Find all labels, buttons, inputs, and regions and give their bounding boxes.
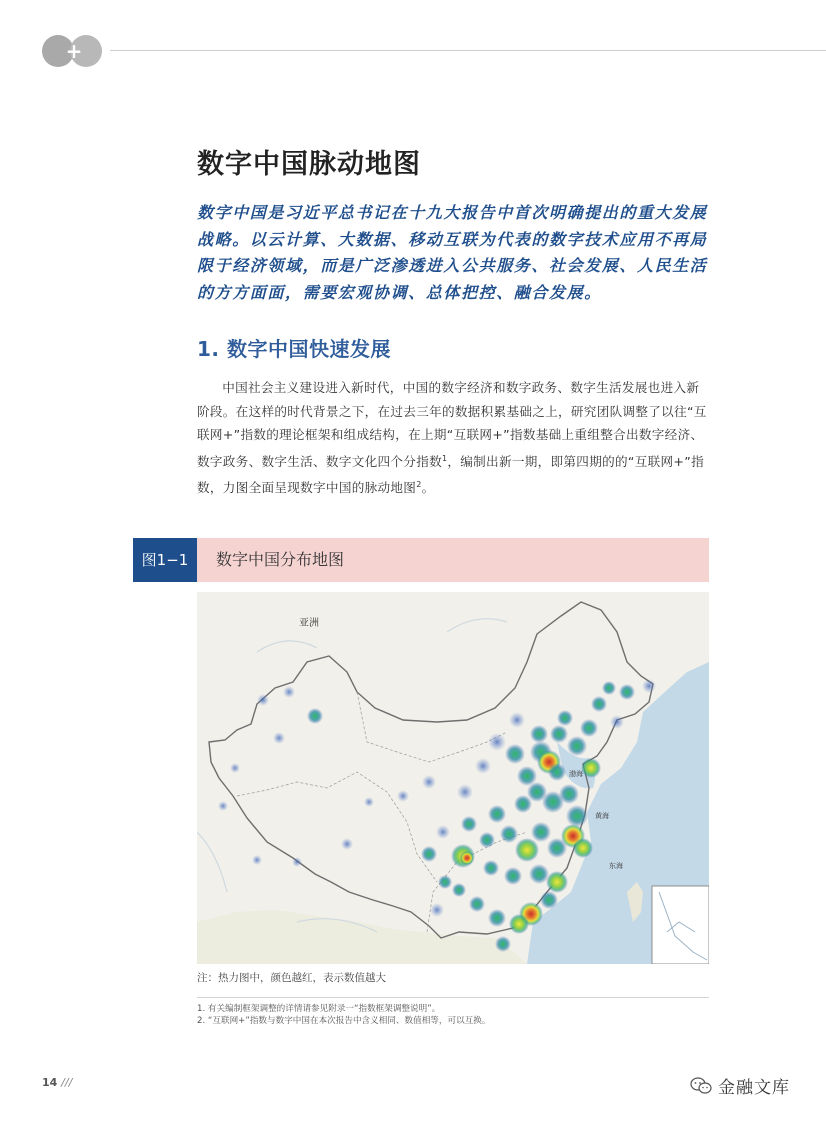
label-yellow-sea: 黄海 <box>595 812 609 820</box>
footnote-ref-2: 2 <box>416 480 422 490</box>
page-number-value: 14 <box>42 1076 58 1089</box>
body-part-1: 中国社会主义建设进入新时代，中国的数字经济和数字政务、数字生活发展也进入新阶段。在这样的时代背景之下，在过去三年的数据积累基础之上，研究团队调整了以往“互联网+”指数的理论框架和组成结构，在上期“互联网+”指数基础上重组整合出数字经济、数字政务、数字生活、数字文化四个分指数 <box>197 380 707 469</box>
heatmap-china <box>197 592 709 964</box>
footnote-2: 2. “互联网+”指数与数字中国在本次报告中含义相同、数值相等，可以互换。 <box>197 1016 491 1026</box>
label-east-sea: 东海 <box>609 862 623 870</box>
header-rule <box>110 50 826 51</box>
figure-note: 注：热力图中，颜色越红，表示数值越大 <box>197 972 386 984</box>
label-asia: 亚洲 <box>299 618 319 629</box>
section-body <box>197 376 711 500</box>
watermark <box>690 1073 790 1098</box>
label-bohai: 渤海 <box>569 770 583 778</box>
page-number <box>42 1076 72 1089</box>
plus-circles-icon: + <box>42 35 106 67</box>
page-title: 数字中国脉动地图 <box>197 149 421 180</box>
body-part-3: 。 <box>421 480 435 496</box>
intro-paragraph: 数字中国是习近平总书记在十九大报告中首次明确提出的重大发展战略。以云计算、大数据、移动互联为代表的数字技术应用不再局限于经济领域，而是广泛渗透进入公共服务、社会发展、人民生活的方方面面，需要宏观协调、总体把控、融合发展。 <box>197 203 708 302</box>
footnote-ref-1: 1 <box>441 453 448 463</box>
figure-title: 数字中国分布地图 <box>216 550 345 569</box>
page-slashes: /// <box>61 1076 73 1089</box>
body-part-2: ，编制出新一期，即第四期的的“互联网+”指数，力图全面呈现数字中国的脉动地图 <box>197 453 704 496</box>
figure-number: 图1−1 <box>133 538 197 582</box>
footnote-rule <box>197 997 709 998</box>
footnotes <box>197 1003 490 1027</box>
section-title: 1. 数字中国快速发展 <box>197 337 391 361</box>
watermark-text: 金融文库 <box>718 1078 790 1098</box>
footnote-1: 1. 有关编制框架调整的详情请参见附录一“指数框架调整说明”。 <box>197 1004 441 1014</box>
wechat-icon <box>690 1077 712 1095</box>
